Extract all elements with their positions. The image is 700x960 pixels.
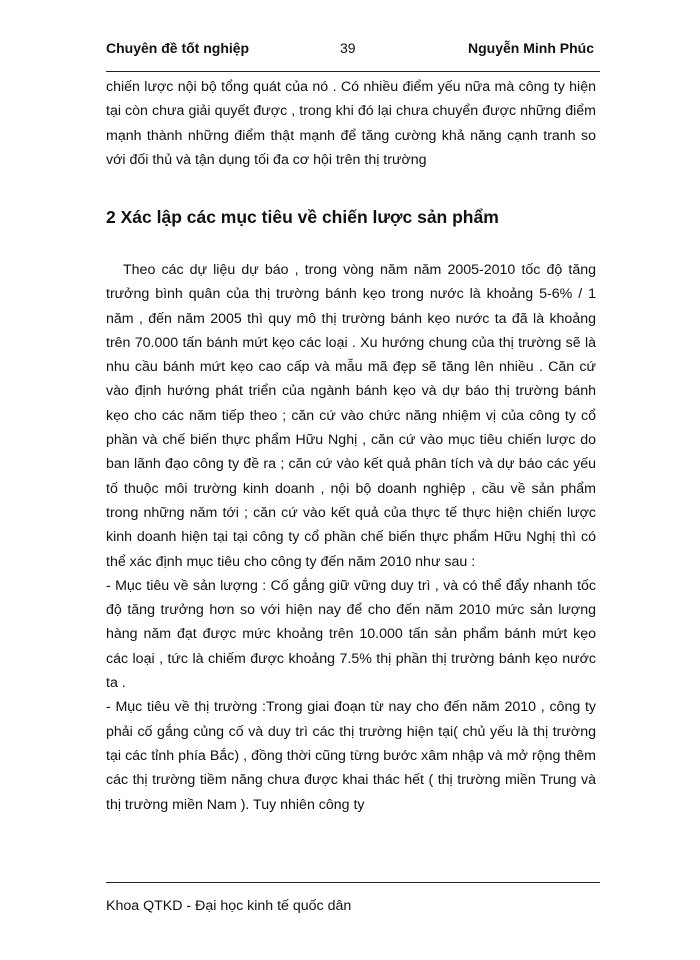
page-footer: Khoa QTKD - Đại học kinh tế quốc dân bbox=[106, 898, 352, 914]
paragraph-forecast: Theo các dự liệu dự báo , trong vòng năm năm 2005-2010 tốc độ tăng trưởng bình quân của thị trường bánh kẹo trong nước là khoảng 5-6% / 1 năm , đến năm 2005 thì quy mô thị trường bánh kẹo nước ta đã là khoảng trên 70.000 tấn bánh mứt kẹo các loại . Xu hướng chung của thị trường sẽ là nhu cầu bánh mứt kẹo cao cấp và mẫu mã đẹp sẽ tăng lên nhiều . Căn cứ vào định hướng phát triển của ngành bánh kẹo và dự báo thị trường bánh kẹo cho các năm tiếp theo ; căn cứ vào chức năng nhiệm vị của công ty cổ phần và chế biến thực phẩm Hữu Nghị , căn cứ vào mục tiêu chiến lược do ban lãnh đạo công ty đề ra ; căn cứ vào kết quả phân tích và dự báo các yếu tố thuộc môi trường kinh doanh , nội bộ doanh nghiệp , cầu về sản phẩm trong những năm tới ; căn cứ vào kết quả của thực tế thực hiện chiến lược kinh doanh hiện tại tại công ty cổ phần chế biến thực phẩm Hữu Nghị thì có thể xác định mục tiêu cho công ty đến năm 2010 như sau : bbox=[106, 262, 596, 570]
header-divider bbox=[106, 71, 600, 72]
footer-divider bbox=[106, 882, 600, 883]
header-title: Chuyên đề tốt nghiệp bbox=[106, 40, 250, 56]
header-author: Nguyễn Minh Phúc bbox=[468, 40, 594, 56]
page-number: 39 bbox=[340, 40, 356, 56]
section-heading: 2 Xác lập các mục tiêu về chiến lược sản phẩm bbox=[106, 207, 499, 227]
paragraph-market-target: - Mục tiêu về thị trường :Trong giai đoạn từ nay cho đến năm 2010 , công ty phải cố gắng củng cố và duy trì các thị trường hiện tại( chủ yếu là thị trường tại các tỉnh phía Bắc) , đồng thời cũng từng bước xâm nhập và mở rộng thêm các thị trường tiềm năng chưa được khai thác hết ( thị trường miền Trung và thị trường miền Nam ). Tuy nhiên công ty bbox=[106, 699, 596, 813]
intro-block bbox=[106, 75, 596, 172]
paragraph-output-target: - Mục tiêu về sản lượng : Cố gắng giữ vững duy trì , và có thể đẩy nhanh tốc độ tăng trưởng hơn so với hiện nay để cho đến năm 2010 mức sản lượng hàng năm đạt được mức khoảng trên 10.000 tấn sản phẩm bánh mứt kẹo các loại , tức là chiếm được khoảng 7.5% thị phần thị trường bánh kẹo nước ta . bbox=[106, 577, 596, 692]
page-header bbox=[106, 40, 594, 62]
main-text-block bbox=[106, 258, 596, 817]
intro-paragraph: chiến lược nội bộ tổng quát của nó . Có nhiều điểm yếu nữa mà công ty hiện tại còn chưa giải quyết được , trong khi đó lại chưa chuyển được những điểm mạnh thành những điểm thật mạnh để tăng cường khả năng cạnh tranh so với đối thủ và tận dụng tối đa cơ hội trên thị trường bbox=[106, 79, 596, 168]
